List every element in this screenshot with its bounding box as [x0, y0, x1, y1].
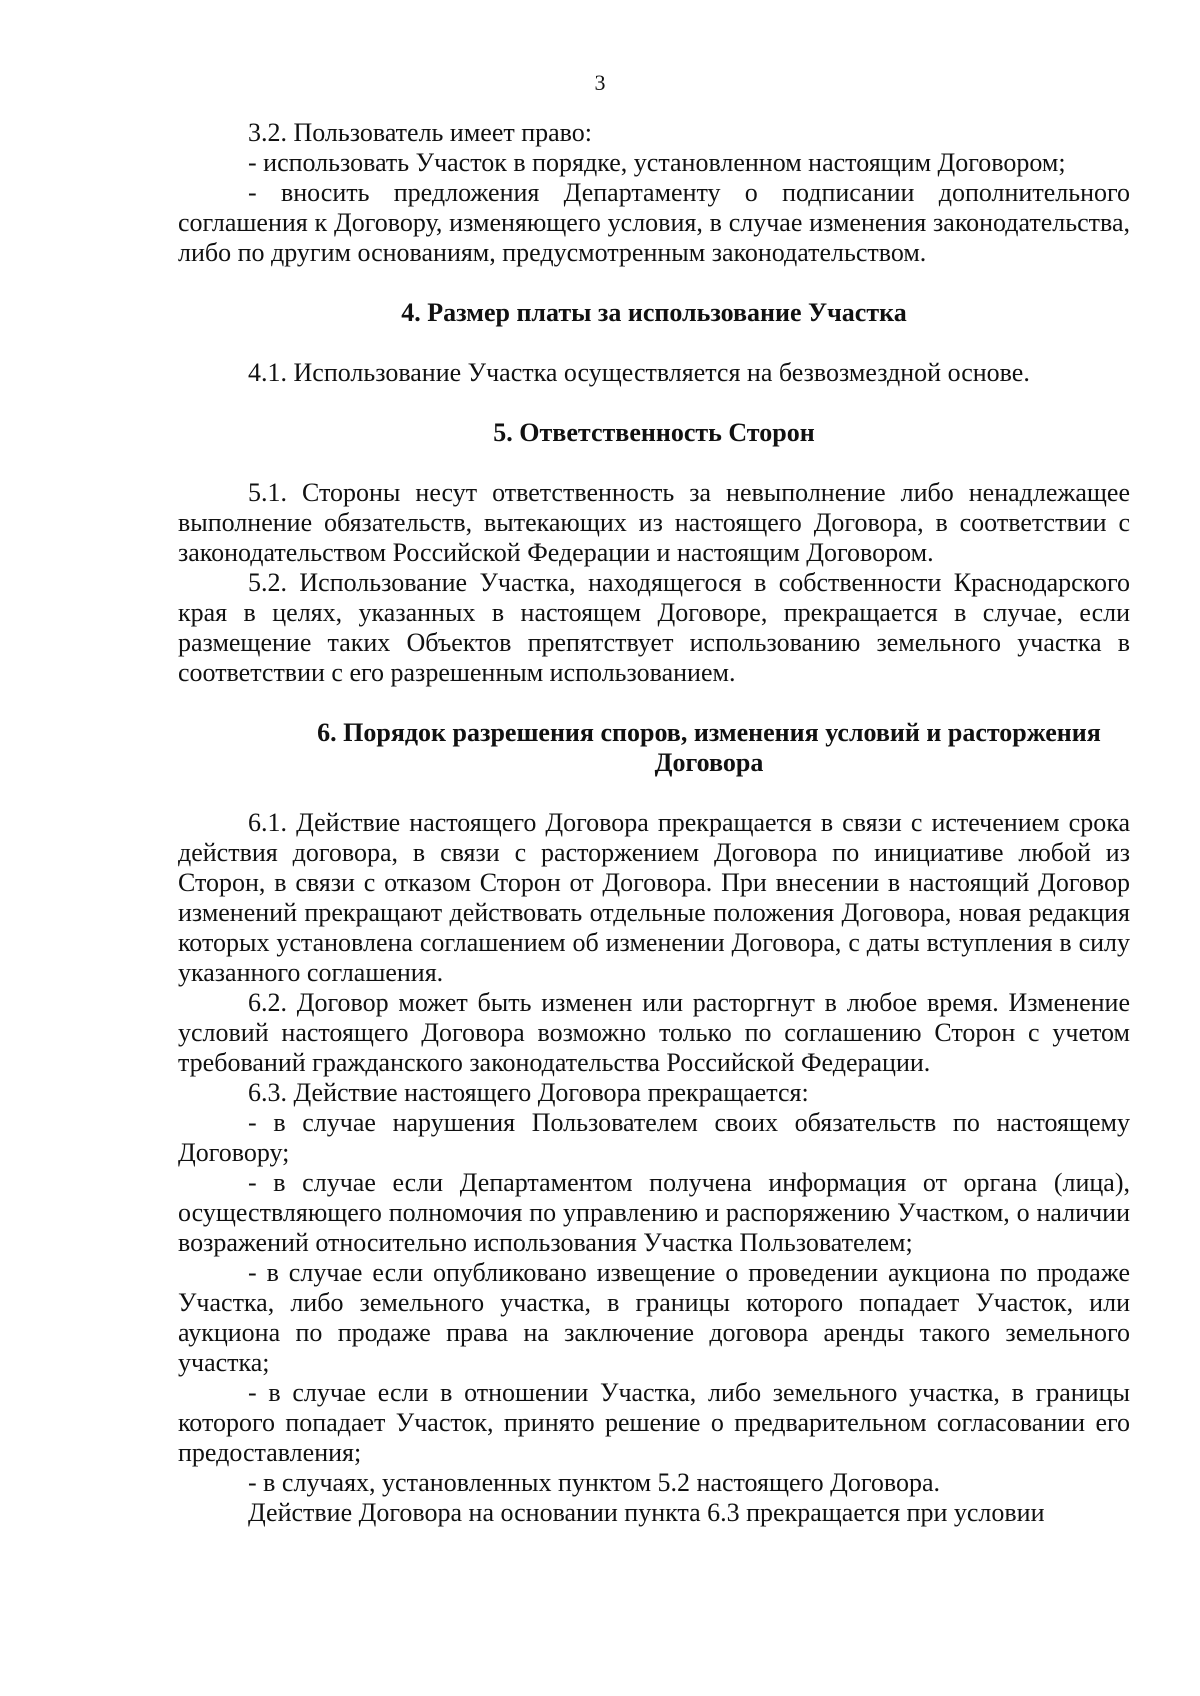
- clause-5-1: 5.1. Стороны несут ответственность за невыполнение либо ненадлежащее выполнение обязательств, вытекающих из настоящего Договора, в соответствии с законодательством Российской Федерации и настоящим Договором.: [178, 478, 1130, 567]
- section-6-heading: [178, 718, 1130, 778]
- section-6-heading-line-1: 6. Порядок разрешения споров, изменения условий и расторжения: [317, 718, 1101, 747]
- page-number: 3: [594, 70, 606, 95]
- clause-6-3-item-2: - в случае если Департаментом получена информация от органа (лица), осуществляющего полномочия по управлению и распоряжению Участком, о наличии возражений относительно использования Участка Пользователем;: [178, 1168, 1130, 1257]
- document-body: [178, 118, 1130, 1528]
- clause-5-2: 5.2. Использование Участка, находящегося в собственности Краснодарского края в целях, указанных в настоящем Договоре, прекращается в случае, если размещение таких Объектов препятствует использованию земельного участка в соответствии с его разрешенным использованием.: [178, 568, 1130, 687]
- clause-6-1: 6.1. Действие настоящего Договора прекращается в связи с истечением срока действия договора, в связи с расторжением Договора по инициативе любой из Сторон, в связи с отказом Сторон от Договора. При внесении в настоящий Договор изменений прекращают действовать отдельные положения Договора, новая редакция которых установлена соглашением об изменении Договора, с даты вступления в силу указанного соглашения.: [178, 808, 1130, 987]
- clause-3-2-item-2: - вносить предложения Департаменту о подписании дополнительного соглашения к Договору, изменяющего условия, в случае изменения законодательства, либо по другим основаниям, предусмотренным законодательством.: [178, 178, 1130, 267]
- section-5-heading: 5. Ответственность Сторон: [493, 418, 815, 447]
- clause-3-2-item-1: - использовать Участок в порядке, установленном настоящим Договором;: [248, 148, 1066, 177]
- clause-3-2-intro: 3.2. Пользователь имеет право:: [248, 118, 593, 147]
- clause-6-3-item-5: - в случаях, установленных пунктом 5.2 настоящего Договора.: [248, 1468, 940, 1497]
- clause-6-3-item-1: - в случае нарушения Пользователем своих обязательств по настоящему Договору;: [178, 1108, 1130, 1167]
- clause-6-3-item-4: - в случае если в отношении Участка, либо земельного участка, в границы которого попадает Участок, принято решение о предварительном согласовании его предоставления;: [178, 1378, 1130, 1467]
- clause-6-3-item-3: - в случае если опубликовано извещение о проведении аукциона по продаже Участка, либо земельного участка, в границы которого попадает Участок, или аукциона по продаже права на заключение договора аренды такого земельного участка;: [178, 1258, 1130, 1377]
- section-4-heading: 4. Размер платы за использование Участка: [401, 298, 907, 327]
- section-6-heading-line-2: Договора: [654, 748, 764, 777]
- clause-6-3-final: Действие Договора на основании пункта 6.3 прекращается при условии: [248, 1498, 1045, 1527]
- clause-6-2: 6.2. Договор может быть изменен или расторгнут в любое время. Изменение условий настоящего Договора возможно только по соглашению Сторон с учетом требований гражданского законодательства Российской Федерации.: [178, 988, 1130, 1077]
- clause-4-1: 4.1. Использование Участка осуществляется на безвозмездной основе.: [248, 358, 1030, 387]
- clause-6-3-intro: 6.3. Действие настоящего Договора прекращается:: [248, 1078, 809, 1107]
